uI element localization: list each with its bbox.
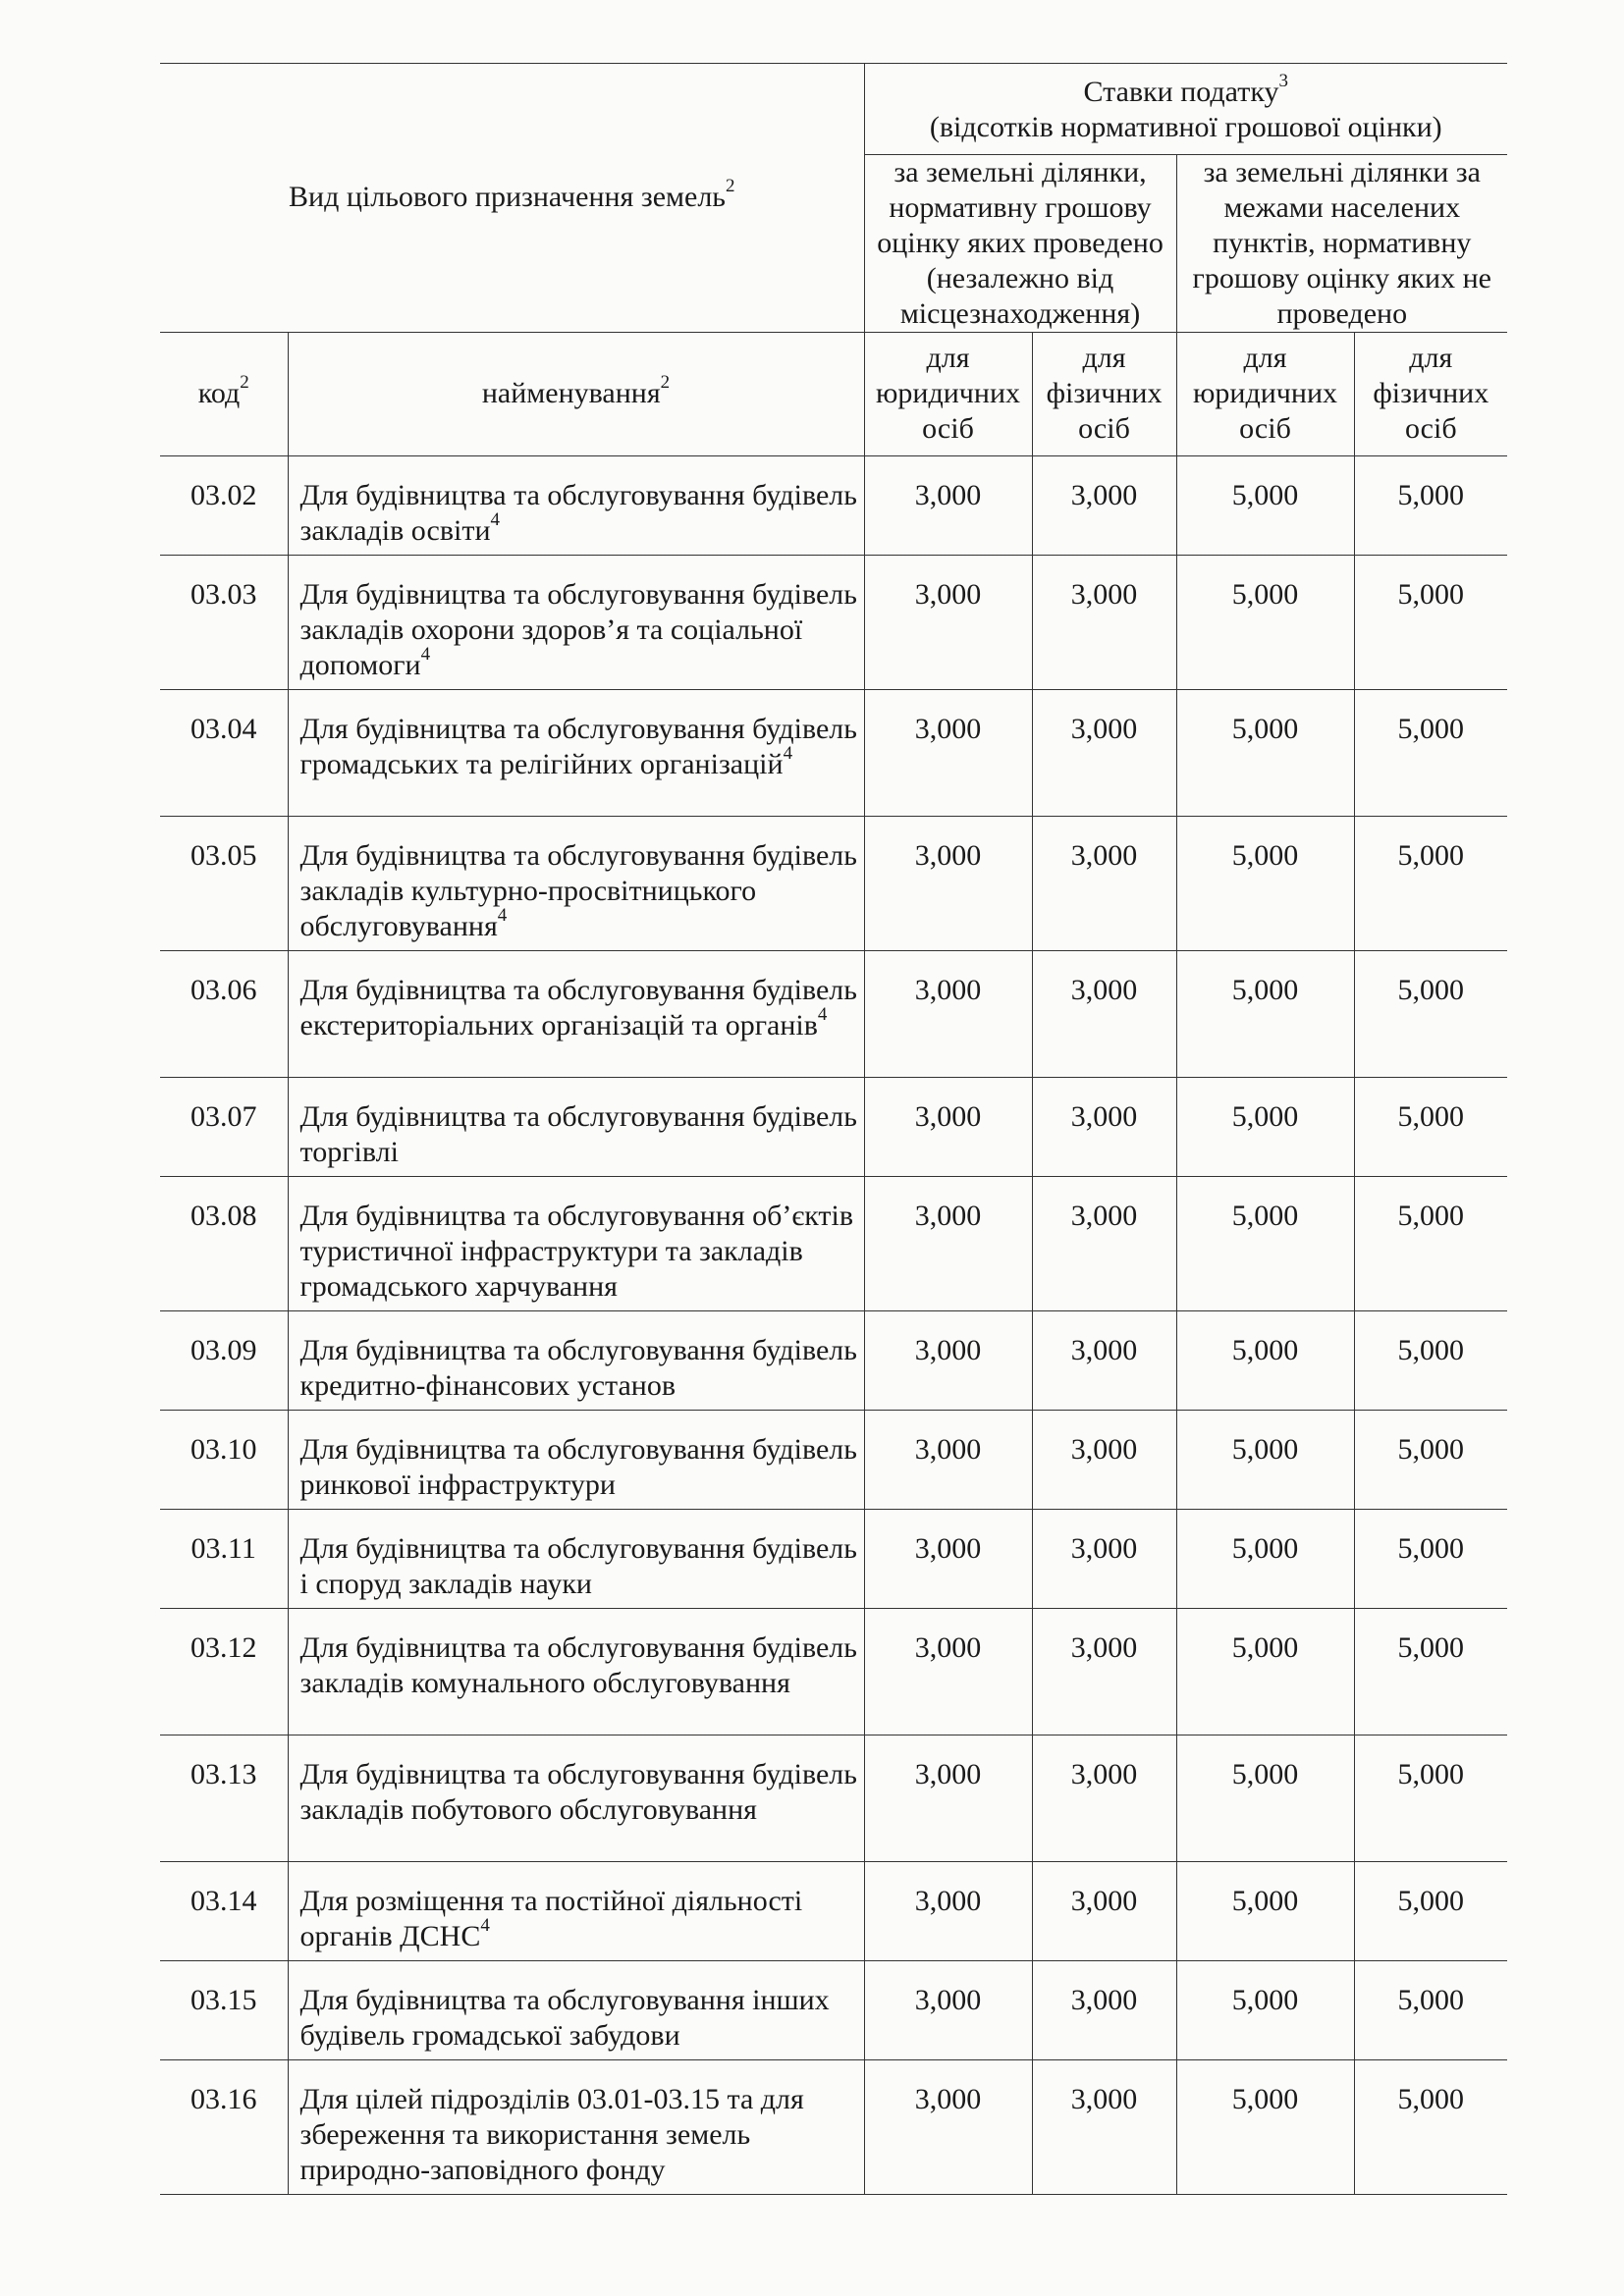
rate-legal-not-assessed: 5,000 (1176, 2059, 1354, 2194)
row-name: Для будівництва та обслуговування будівель і споруд закладів науки (299, 1531, 857, 1600)
rate-legal-not-assessed: 5,000 (1176, 1509, 1354, 1608)
row-code: 03.15 (160, 1960, 288, 2059)
rate-legal-not-assessed: 5,000 (1176, 1410, 1354, 1509)
land-type-note: 2 (725, 176, 735, 197)
rate-physical-not-assessed: 5,000 (1354, 1608, 1507, 1735)
name-note: 2 (660, 372, 671, 393)
rate-physical-assessed: 3,000 (1032, 950, 1176, 1077)
row-name: Для цілей підрозділів 03.01-03.15 та для збереження та використання земель природно-заповідного фонду (299, 2082, 804, 2186)
rate-physical-not-assessed: 5,000 (1354, 689, 1507, 816)
code-label: код (197, 377, 241, 409)
rate-legal-assessed: 3,000 (864, 1077, 1032, 1176)
rate-legal-assessed: 3,000 (864, 1960, 1032, 2059)
assessed-group-header: за земельні ділянки, нормативну грошову оцінку яких проведено (незалежно від місцезнаходження) (864, 154, 1176, 332)
rate-legal-assessed: 3,000 (864, 1410, 1032, 1509)
row-code: 03.12 (160, 1608, 288, 1735)
rate-legal-not-assessed: 5,000 (1176, 455, 1354, 555)
row-name-cell (288, 1310, 864, 1410)
rate-legal-not-assessed: 5,000 (1176, 1310, 1354, 1410)
row-name-cell (288, 1608, 864, 1735)
rate-physical-assessed: 3,000 (1032, 1310, 1176, 1410)
rate-physical-assessed: 3,000 (1032, 1509, 1176, 1608)
row-footnote-marker: 4 (420, 643, 431, 665)
row-code: 03.09 (160, 1310, 288, 1410)
row-code: 03.07 (160, 1077, 288, 1176)
row-name: Для будівництва та обслуговування будівель ринкової інфраструктури (299, 1432, 857, 1501)
row-footnote-marker: 4 (783, 742, 793, 764)
rate-physical-assessed: 3,000 (1032, 1960, 1176, 2059)
row-code: 03.06 (160, 950, 288, 1077)
row-name: Для будівництва та обслуговування будівель закладів побутового обслуговування (299, 1757, 857, 1826)
table-row (160, 1310, 1507, 1410)
table-body (160, 455, 1507, 2194)
row-name: Для будівництва та обслуговування будівель громадських та релігійних організацій (299, 712, 857, 780)
row-name: Для будівництва та обслуговування будівель закладів освіти (299, 478, 857, 547)
rate-legal-assessed: 3,000 (864, 2059, 1032, 2194)
row-name: Для будівництва та обслуговування інших будівель громадської забудови (299, 1983, 830, 2052)
rate-legal-assessed: 3,000 (864, 1310, 1032, 1410)
rate-legal-assessed: 3,000 (864, 1735, 1032, 1861)
rates-header (864, 64, 1507, 154)
rates-title: Ставки податку (1083, 75, 1279, 108)
table-row (160, 689, 1507, 816)
row-code: 03.03 (160, 555, 288, 689)
rate-legal-assessed: 3,000 (864, 455, 1032, 555)
row-name: Для будівництва та обслуговування об’єктів туристичної інфраструктури та закладів громадського харчування (299, 1199, 854, 1303)
rate-legal-assessed: 3,000 (864, 1176, 1032, 1310)
row-name-cell (288, 1176, 864, 1310)
rates-title-note: 3 (1278, 70, 1288, 91)
physical-not-assessed-header: для фізичних осіб (1354, 332, 1507, 455)
rate-physical-assessed: 3,000 (1032, 1608, 1176, 1735)
rate-legal-not-assessed: 5,000 (1176, 555, 1354, 689)
row-name: Для будівництва та обслуговування будівель закладів комунального обслуговування (299, 1630, 857, 1699)
row-name-cell (288, 816, 864, 950)
rate-legal-not-assessed: 5,000 (1176, 816, 1354, 950)
rate-physical-not-assessed: 5,000 (1354, 816, 1507, 950)
table-row (160, 555, 1507, 689)
rate-legal-assessed: 3,000 (864, 1861, 1032, 1960)
rate-physical-assessed: 3,000 (1032, 1735, 1176, 1861)
legal-assessed-header: для юридичних осіб (864, 332, 1032, 455)
row-name-cell (288, 555, 864, 689)
row-code: 03.11 (160, 1509, 288, 1608)
rate-physical-assessed: 3,000 (1032, 1176, 1176, 1310)
rate-legal-assessed: 3,000 (864, 816, 1032, 950)
rate-physical-not-assessed: 5,000 (1354, 1509, 1507, 1608)
row-name-cell (288, 2059, 864, 2194)
rate-physical-not-assessed: 5,000 (1354, 455, 1507, 555)
row-code: 03.16 (160, 2059, 288, 2194)
rate-physical-not-assessed: 5,000 (1354, 1735, 1507, 1861)
rate-physical-assessed: 3,000 (1032, 455, 1176, 555)
row-footnote-marker: 4 (480, 1914, 490, 1936)
rate-physical-not-assessed: 5,000 (1354, 2059, 1507, 2194)
table-row (160, 1410, 1507, 1509)
rate-physical-assessed: 3,000 (1032, 2059, 1176, 2194)
rate-physical-assessed: 3,000 (1032, 816, 1176, 950)
row-name-cell (288, 950, 864, 1077)
row-name: Для будівництва та обслуговування будівель закладів охорони здоров’я та соціальної допомоги (299, 577, 857, 681)
row-code: 03.13 (160, 1735, 288, 1861)
row-name-cell (288, 1960, 864, 2059)
row-code: 03.08 (160, 1176, 288, 1310)
table-row (160, 1735, 1507, 1861)
row-code: 03.10 (160, 1410, 288, 1509)
rate-physical-assessed: 3,000 (1032, 555, 1176, 689)
rate-legal-assessed: 3,000 (864, 1608, 1032, 1735)
rate-legal-assessed: 3,000 (864, 950, 1032, 1077)
rate-physical-not-assessed: 5,000 (1354, 1960, 1507, 2059)
rate-physical-not-assessed: 5,000 (1354, 1176, 1507, 1310)
rate-legal-assessed: 3,000 (864, 689, 1032, 816)
land-type-label: Вид цільового призначення земель (289, 181, 726, 214)
row-name-cell (288, 1410, 864, 1509)
row-code: 03.14 (160, 1861, 288, 1960)
code-note: 2 (240, 372, 249, 393)
name-column-header (288, 332, 864, 455)
rate-physical-not-assessed: 5,000 (1354, 1861, 1507, 1960)
rate-legal-not-assessed: 5,000 (1176, 1077, 1354, 1176)
rate-physical-assessed: 3,000 (1032, 1077, 1176, 1176)
rate-physical-assessed: 3,000 (1032, 1861, 1176, 1960)
rate-physical-assessed: 3,000 (1032, 689, 1176, 816)
row-name-cell (288, 1735, 864, 1861)
table-row (160, 1861, 1507, 1960)
row-name: Для будівництва та обслуговування будівель кредитно-фінансових установ (299, 1333, 857, 1402)
rate-physical-not-assessed: 5,000 (1354, 1410, 1507, 1509)
table-row (160, 2059, 1507, 2194)
table-row (160, 1960, 1507, 2059)
rate-legal-not-assessed: 5,000 (1176, 1608, 1354, 1735)
land-type-header (160, 64, 864, 332)
row-name-cell (288, 455, 864, 555)
code-column-header (160, 332, 288, 455)
table-row (160, 455, 1507, 555)
row-name: Для будівництва та обслуговування будівель закладів культурно-просвітницького обслуговування (299, 838, 857, 942)
rate-physical-assessed: 3,000 (1032, 1410, 1176, 1509)
rate-legal-assessed: 3,000 (864, 1509, 1032, 1608)
row-name-cell (288, 1509, 864, 1608)
rate-physical-not-assessed: 5,000 (1354, 950, 1507, 1077)
row-name: Для будівництва та обслуговування будівель екстериторіальних організацій та органів (299, 973, 857, 1041)
table-row (160, 1176, 1507, 1310)
table-row (160, 816, 1507, 950)
rate-legal-not-assessed: 5,000 (1176, 1960, 1354, 2059)
rate-legal-not-assessed: 5,000 (1176, 1735, 1354, 1861)
table-row (160, 1509, 1507, 1608)
tax-rates-table (160, 64, 1507, 2195)
row-footnote-marker: 4 (817, 1003, 828, 1025)
rates-subtitle: (відсотків нормативної грошової оцінки) (929, 110, 1442, 143)
row-name: Для будівництва та обслуговування будівель торгівлі (299, 1099, 857, 1168)
legal-not-assessed-header: для юридичних осіб (1176, 332, 1354, 455)
row-code: 03.02 (160, 455, 288, 555)
table-row (160, 1077, 1507, 1176)
rate-physical-not-assessed: 5,000 (1354, 555, 1507, 689)
rate-legal-not-assessed: 5,000 (1176, 689, 1354, 816)
rate-legal-not-assessed: 5,000 (1176, 950, 1354, 1077)
row-name: Для розміщення та постійної діяльності органів ДСНС (299, 1884, 803, 1952)
table-row (160, 950, 1507, 1077)
name-label: найменування (481, 377, 661, 409)
table-row (160, 1608, 1507, 1735)
row-footnote-marker: 4 (497, 904, 508, 926)
rate-physical-not-assessed: 5,000 (1354, 1077, 1507, 1176)
rate-legal-not-assessed: 5,000 (1176, 1861, 1354, 1960)
rate-legal-not-assessed: 5,000 (1176, 1176, 1354, 1310)
rate-physical-not-assessed: 5,000 (1354, 1310, 1507, 1410)
not-assessed-group-header: за земельні ділянки за межами населених пунктів, нормативну грошову оцінку яких не проведено (1176, 154, 1507, 332)
row-name-cell (288, 1077, 864, 1176)
row-name-cell (288, 689, 864, 816)
row-footnote-marker: 4 (490, 508, 501, 530)
row-code: 03.05 (160, 816, 288, 950)
row-name-cell (288, 1861, 864, 1960)
rate-legal-assessed: 3,000 (864, 555, 1032, 689)
physical-assessed-header: для фізичних осіб (1032, 332, 1176, 455)
row-code: 03.04 (160, 689, 288, 816)
